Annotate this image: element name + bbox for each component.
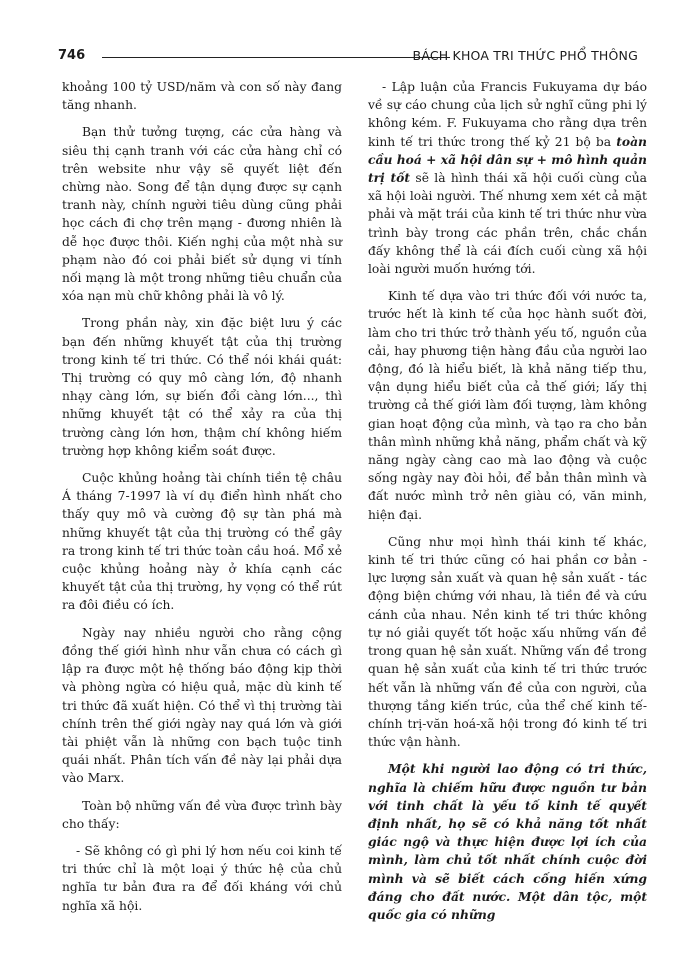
paragraph: Kinh tế dựa vào tri thức đối với nước ta, trước hết là kinh tế của học hành suốt đời, làm cho tri thức trở thành yếu tố, nguồn của cải, hay phương tiện hàng đầu của người lao động, đó là hiểu biết, là khả năng tiếp thu, vận dụng hiểu biết của cả thế giới; lấy thị trường cả thế giới làm đối tượng, làm không gian hoạt động của mình, và tạo ra cho bản thân mình những khả năng, phẩm chất và kỹ năng ngày càng cao mà lao động và cuộc sống ngày nay đòi hỏi, để bản thân mình và đất nước mình trở nên giàu có, văn minh, hiện đại. [368, 289, 647, 522]
paragraph: Cuộc khủng hoảng tài chính tiền tệ châu Á tháng 7-1997 là ví dụ điển hình nhất cho thấy quy mô và cường độ sự tàn phá mà những khuyết tật của thị trường có thể gây ra trong kinh tế tri thức toàn cầu hoá. Mổ xẻ cuộc khủng hoảng này ở khía cạnh các khuyết tật của thị trường, hy vọng có thể rút ra đôi điều có ích. [62, 471, 342, 613]
text-run: sẽ là hình thái xã hội cuối cùng của xã hội loài người. Thế nhưng xem xét cả mặt phải và mặt trái của kinh tế tri thức như vừa trình bày trong các phần trên, chắc chắn đấy không thể là cái đích cuối cùng xã hội loài người muốn hướng tới. [368, 171, 647, 277]
right-column [368, 78, 647, 933]
emphasis-text: toàn cầu hoá + xã hội dân sự + mô hình quản trị tốt [368, 133, 647, 186]
text-run: - Lập luận của Francis Fukuyama dự báo về sự cáo chung của lịch sử nghĩ cũng phi lý không kém. F. Fukuyama cho rằng dựa trên kinh tế tri thức trong thế kỷ 21 bộ ba [368, 80, 647, 149]
paragraph: Trong phần này, xin đặc biệt lưu ý các bạn đến những khuyết tật của thị trường trong kinh tế tri thức. Có thể nói khái quát: Thị trường có quy mô càng lớn, độ nhanh nhạy càng lớn, sự biến đổi càng lớn..., thì những khuyết tật có thể xảy ra của thị trường càng lớn hơn, thậm chí không hiếm trường hợp không kiểm soát được. [62, 316, 342, 458]
paragraph [368, 78, 647, 278]
running-title: BÁCH KHOA TRI THỨC PHỔ THÔNG [412, 48, 638, 63]
header-rule [102, 57, 450, 58]
paragraph: Ngày nay nhiều người cho rằng cộng đồng thế giới hình như vẫn chưa có cách gì lập ra được một hệ thống báo động kịp thời và phòng ngừa có hiệu quả, mặc dù kinh tế tri thức đã xuất hiện. Có thể vì thị trường tài chính trên thế giới ngày nay quá lớn và giới tài phiệt vẫn là những con bạch tuộc tinh quái nhất. Phân tích vấn đề này lại phải dựa vào Marx. [62, 625, 342, 786]
page-number: 746 [58, 48, 86, 63]
paragraph: khoảng 100 tỷ USD/năm và con số này đang tăng nhanh. [62, 80, 342, 113]
page-header [58, 48, 638, 68]
emphasis-paragraph: Một khi người lao động có tri thức, nghĩa là chiếm hữu được nguồn tư bản với tinh chất là yếu tố kinh tế quyết định nhất, họ sẽ có khả năng tốt nhất giác ngộ và thực hiện được lợi ích của mình, làm chủ tốt nhất chính cuộc đời mình và sẽ biết cách cống hiến xứng đáng cho đất nước. Một dân tộc, một quốc gia có những [368, 761, 647, 922]
left-column [62, 78, 342, 924]
paragraph: Cũng như mọi hình thái kinh tế khác, kinh tế tri thức cũng có hai phần cơ bản - lực lượng sản xuất và quan hệ sản xuất - tác động biện chứng với nhau, là tiền đề và cứu cánh của nhau. Nền kinh tế tri thức không tự nó giải quyết tốt hoặc xấu những vấn đề trong quan hệ sản xuất. Những vấn đề trong quan hệ sản xuất của kinh tế tri thức trước hết vẫn là những vấn đề của con người, của thượng tầng kiến trúc, của thể chế kinh tế-chính trị-văn hoá-xã hội trong đó kinh tế tri thức vận hành. [368, 534, 647, 750]
paragraph: - Sẽ không có gì phi lý hơn nếu coi kinh tế tri thức chỉ là một loại ý thức hệ của chủ nghĩa tư bản đưa ra để đối kháng với chủ nghĩa xã hội. [62, 843, 342, 913]
paragraph: Toàn bộ những vấn đề vừa được trình bày cho thấy: [62, 798, 342, 831]
paragraph: Bạn thử tưởng tượng, các cửa hàng và siêu thị cạnh tranh với các cửa hàng chỉ có trên website như vậy sẽ quyết liệt đến chừng nào. Song để tận dụng được sự cạnh tranh này, chính người tiêu dùng cũng phải học cách đi chợ trên mạng - đương nhiên là dễ học được thôi. Kiến nghị của một nhà sư phạm nào đó coi phải biết sử dụng vi tính nối mạng là một trong những tiêu chuẩn của xóa nạn mù chữ không phải là vô lý. [62, 125, 342, 304]
